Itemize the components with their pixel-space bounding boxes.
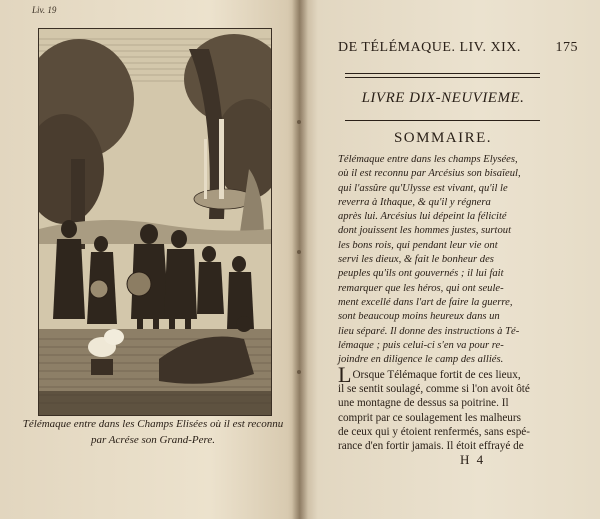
engraving-caption-line1: Télémaque entre dans les Champs Elisées où il est reconnu xyxy=(22,418,284,430)
header-rule xyxy=(345,77,540,78)
body-line: comprit par ce soulagement les malheurs xyxy=(338,411,521,424)
body-line-first xyxy=(338,362,560,387)
summary-line: où il est reconnu par Arcésius son bisaïeul, xyxy=(338,168,521,180)
summary-line: remarquer que les héros, qui ont seule- xyxy=(338,282,504,294)
summary-line: servi les dieux, & fait le bonheur des xyxy=(338,254,494,266)
body-line: rance d'en fortir jamais. Il étoit effrayé de xyxy=(338,440,524,453)
drop-cap: L xyxy=(338,362,352,387)
summary-line: joindre en diligence le camp des alliés. xyxy=(338,354,504,366)
binding-stitch xyxy=(297,250,301,254)
body-line: une montagne de dessus sa poitrine. Il xyxy=(338,397,509,410)
book-title: LIVRE DIX-NEUVIEME. xyxy=(361,90,525,106)
summary-line: les bons rois, qui pendant leur vie ont xyxy=(338,239,498,251)
page-number: 175 xyxy=(555,40,578,55)
binding-stitch xyxy=(297,370,301,374)
summary-line: lémaque ; puis celui-ci s'en va pour re- xyxy=(338,339,504,351)
signature-mark: H 4 xyxy=(460,452,486,467)
body-line: de ceux qui y étoient renfermés, sans espé- xyxy=(338,425,530,438)
running-head xyxy=(338,40,578,56)
book-gutter xyxy=(292,0,308,519)
summary-line: qui l'assûre qu'Ulysse est vivant, qu'il le xyxy=(338,182,508,194)
summary-line: après lui. Arcésius lui dépeint la félicité xyxy=(338,211,507,223)
summary-line: lieu séparé. Il donne des instructions à Té- xyxy=(338,325,520,337)
engraving-picture xyxy=(39,29,271,415)
body-text xyxy=(338,362,560,453)
summary-line: sont beaucoup moins heureux dans un xyxy=(338,311,500,323)
summary-paragraph xyxy=(338,153,552,367)
running-head-text: DE TÉLÉMAQUE. LIV. XIX. xyxy=(338,40,521,55)
title-rule xyxy=(345,120,540,121)
plate-number: Liv. 19 xyxy=(32,5,57,15)
summary-line: dont jouissent les hommes justes, surtout xyxy=(338,225,512,237)
summary-line: peuples qu'ils ont gouvernés ; il lui fait xyxy=(338,268,504,280)
header-rule xyxy=(345,73,540,74)
body-line: il se sentit soulagé, comme si l'on avoit ôté xyxy=(338,383,530,396)
binding-stitch xyxy=(297,120,301,124)
engraving-illustration xyxy=(38,28,272,416)
engraving-caption-line2: par Acrése son Grand-Pere. xyxy=(90,434,216,446)
summary-line: ment excellé dans l'art de faire la guerre, xyxy=(338,296,513,308)
sommaire-heading: SOMMAIRE. xyxy=(393,130,493,146)
summary-line: Télémaque entre dans les champs Elysées, xyxy=(338,154,518,165)
summary-line: reverra à Ithaque, & qu'il y régnera xyxy=(338,196,491,208)
body-line: Orsque Télémaque fortit de ces lieux, xyxy=(352,369,521,381)
